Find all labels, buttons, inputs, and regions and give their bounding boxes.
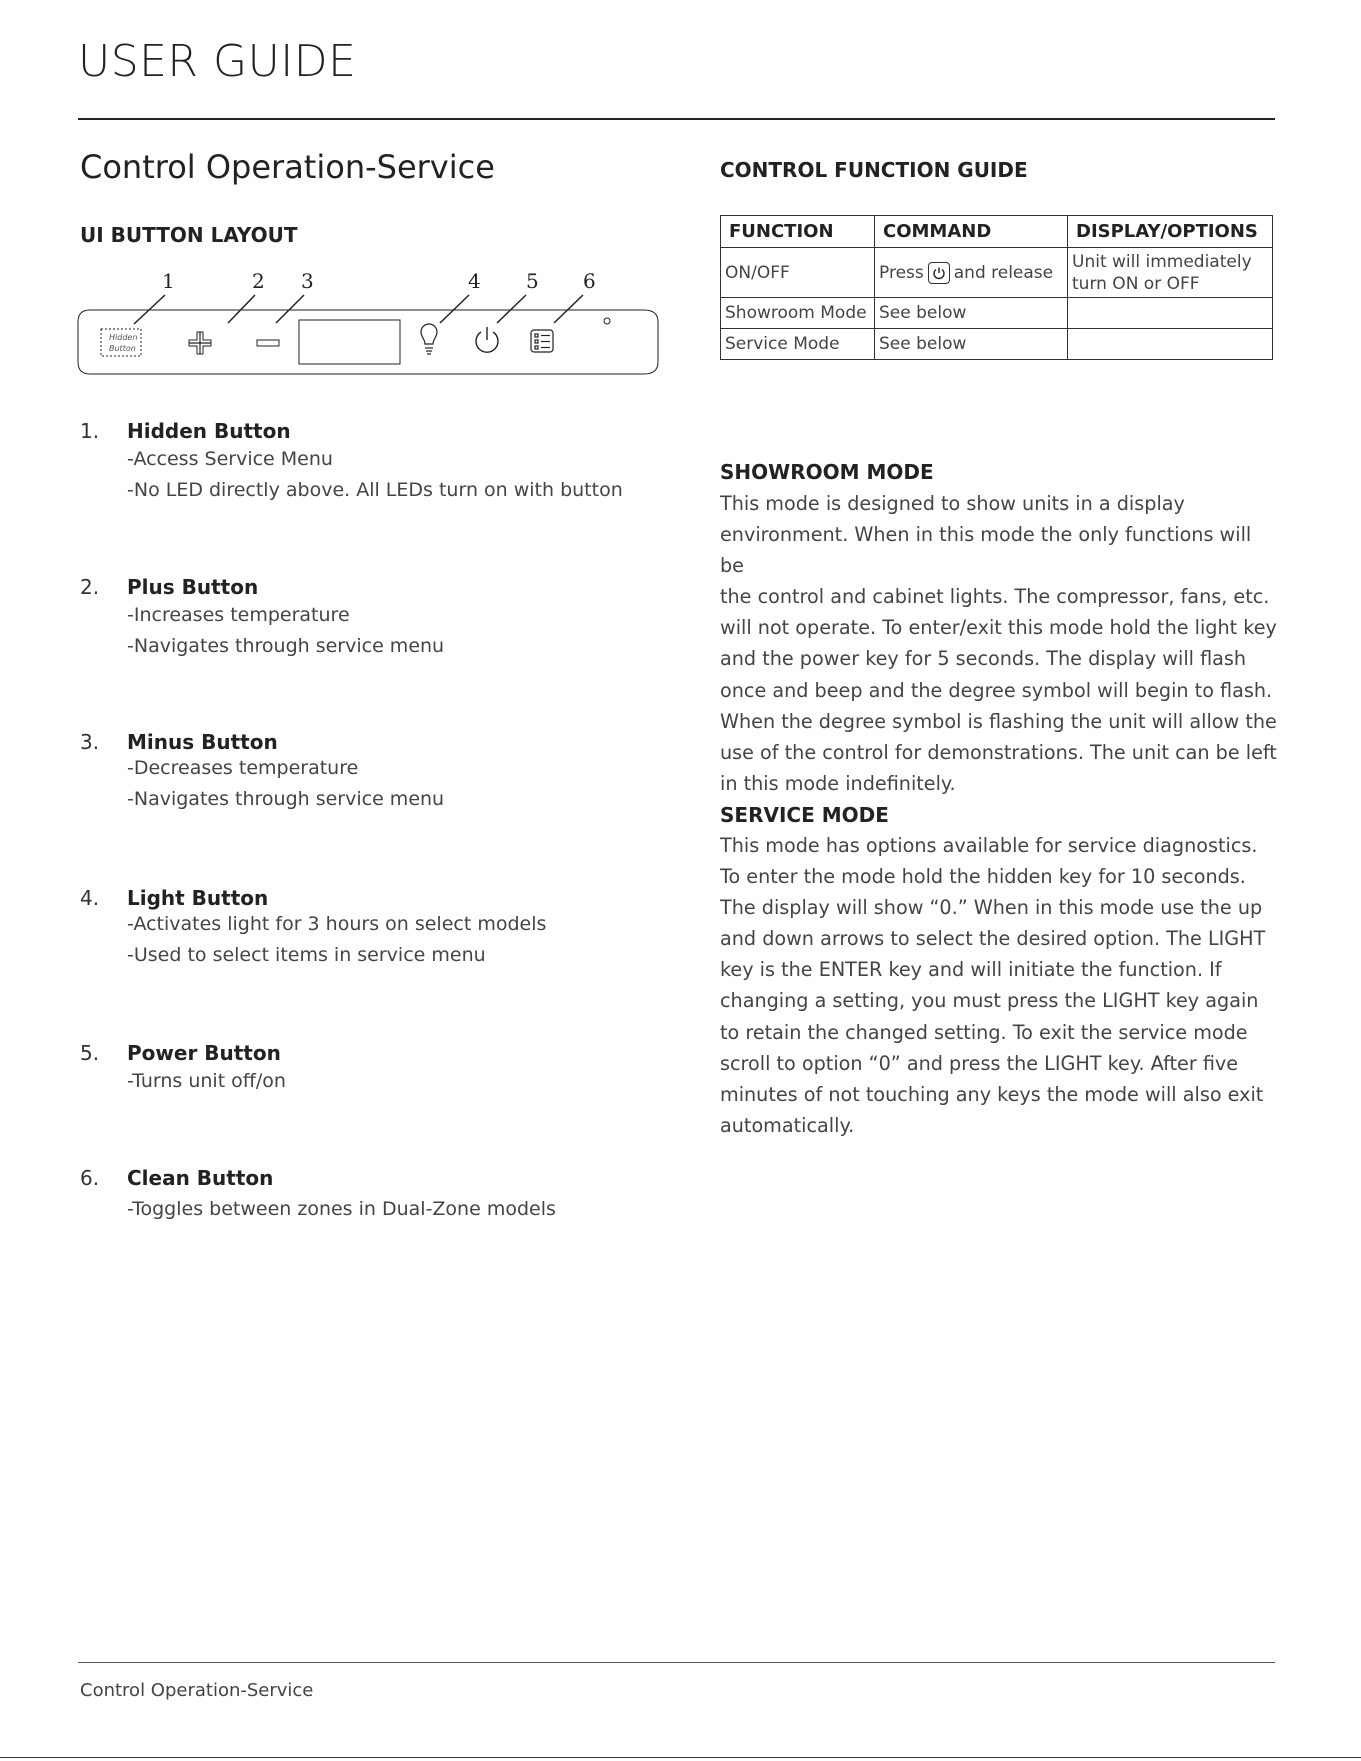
callout-line-6 [554, 295, 583, 323]
control-function-guide-heading: CONTROL FUNCTION GUIDE [720, 158, 1028, 182]
footer-rule [78, 1662, 1275, 1663]
cell-command [875, 248, 1068, 298]
item-number: 4. [80, 886, 100, 910]
callout-line-3 [276, 295, 304, 323]
item-line: -Used to select items in service menu [127, 944, 486, 966]
item-number: 6. [80, 1166, 100, 1190]
item-number: 2. [80, 575, 100, 599]
indicator-dot [604, 318, 610, 324]
header-rule [78, 118, 1275, 120]
light-bulb-icon [421, 324, 437, 354]
item-line: -Turns unit off/on [127, 1070, 286, 1092]
item-name: Clean Button [127, 1166, 274, 1190]
item-line: -Access Service Menu [127, 448, 333, 470]
item-number: 5. [80, 1041, 100, 1065]
callout-4: 4 [468, 269, 481, 293]
ui-layout-heading: UI BUTTON LAYOUT [80, 223, 298, 247]
service-mode-text [720, 830, 1280, 1141]
cell-command: See below [875, 298, 1068, 329]
callout-line-5 [497, 295, 526, 323]
table-row [721, 248, 1273, 298]
showroom-mode-heading: SHOWROOM MODE [720, 460, 934, 484]
callout-3: 3 [301, 269, 314, 293]
command-pre-text: Press [879, 262, 924, 283]
command-post-text: and release [953, 262, 1054, 283]
hidden-label-line2: Button [109, 344, 136, 353]
hidden-label-line1: Hidden [109, 333, 138, 342]
text-line: to retain the changed setting. To exit the service mode [720, 1020, 1248, 1044]
text-line: in this mode indefinitely. [720, 771, 956, 795]
callout-1: 1 [162, 269, 175, 293]
item-line: -Navigates through service menu [127, 788, 445, 810]
item-name: Minus Button [127, 730, 278, 754]
cell-function: Service Mode [721, 329, 875, 360]
display-window [299, 320, 400, 364]
item-number: 1. [80, 419, 100, 443]
text-line: minutes of not touching any keys the mode will also exit [720, 1082, 1264, 1106]
table-row [721, 298, 1273, 329]
text-line: changing a setting, you must press the LIGHT key again [720, 989, 1259, 1013]
showroom-mode-text [720, 488, 1280, 799]
text-line: This mode is designed to show units in a display [720, 492, 1185, 515]
item-line: -Decreases temperature [127, 757, 359, 779]
text-line: use of the control for demonstrations. The unit can be left [720, 740, 1277, 764]
plus-icon [189, 332, 211, 354]
text-line: To enter the mode hold the hidden key for 10 seconds. [720, 865, 1246, 889]
text-line: will not operate. To enter/exit this mode hold the light key [720, 616, 1277, 640]
document-title: USER GUIDE [78, 36, 357, 87]
item-line: -Navigates through service menu [127, 635, 445, 657]
column-header-display: DISPLAY/OPTIONS [1068, 216, 1273, 248]
cell-function: ON/OFF [721, 248, 875, 298]
ui-button-panel-diagram [76, 262, 662, 382]
cell-display [1068, 248, 1273, 298]
text-line: and down arrows to select the desired option. The LIGHT [720, 927, 1266, 951]
page-bottom-edge [0, 1757, 1361, 1758]
power-icon [476, 327, 498, 352]
item-line: -Toggles between zones in Dual-Zone models [127, 1198, 556, 1220]
service-mode-heading: SERVICE MODE [720, 803, 889, 827]
text-line: the control and cabinet lights. The compressor, fans, etc. [720, 585, 1270, 609]
footer-label: Control Operation-Service [80, 1680, 314, 1701]
text-line: The display will show “0.” When in this mode use the up [720, 896, 1263, 920]
column-header-command: COMMAND [875, 216, 1068, 248]
cell-command: See below [875, 329, 1068, 360]
control-function-table [720, 215, 1273, 360]
cell-display [1068, 329, 1273, 360]
item-name: Hidden Button [127, 419, 291, 443]
item-name: Light Button [127, 886, 269, 910]
text-line: environment. When in this mode the only functions will be [720, 523, 1252, 578]
callout-2: 2 [252, 269, 265, 293]
power-icon [928, 262, 950, 284]
callout-5: 5 [526, 269, 539, 293]
text-line: scroll to option “0” and press the LIGHT key. After five [720, 1051, 1239, 1075]
display-line: Unit will immediately [1072, 251, 1252, 272]
callout-6: 6 [583, 269, 596, 293]
display-line: turn ON or OFF [1072, 273, 1200, 294]
column-header-function: FUNCTION [721, 216, 875, 248]
section-title: Control Operation-Service [80, 148, 495, 186]
text-line: automatically. [720, 1113, 855, 1137]
table-header-row [721, 216, 1273, 248]
text-line: once and beep and the degree symbol will begin to flash. [720, 678, 1273, 702]
callout-line-4 [440, 295, 469, 323]
cell-display [1068, 298, 1273, 329]
item-number: 3. [80, 730, 100, 754]
text-line: When the degree symbol is flashing the unit will allow the [720, 709, 1277, 733]
item-line: -No LED directly above. All LEDs turn on with button [127, 479, 623, 501]
cell-function: Showroom Mode [721, 298, 875, 329]
minus-icon [257, 340, 279, 346]
callout-line-2 [228, 295, 255, 323]
text-line: This mode has options available for service diagnostics. [720, 834, 1258, 857]
text-line: and the power key for 5 seconds. The display will flash [720, 647, 1247, 671]
text-line: key is the ENTER key and will initiate the function. If [720, 958, 1222, 982]
clean-icon [531, 330, 553, 352]
table-row [721, 329, 1273, 360]
item-name: Plus Button [127, 575, 259, 599]
item-name: Power Button [127, 1041, 281, 1065]
item-line: -Increases temperature [127, 604, 350, 626]
item-line: -Activates light for 3 hours on select models [127, 913, 547, 935]
